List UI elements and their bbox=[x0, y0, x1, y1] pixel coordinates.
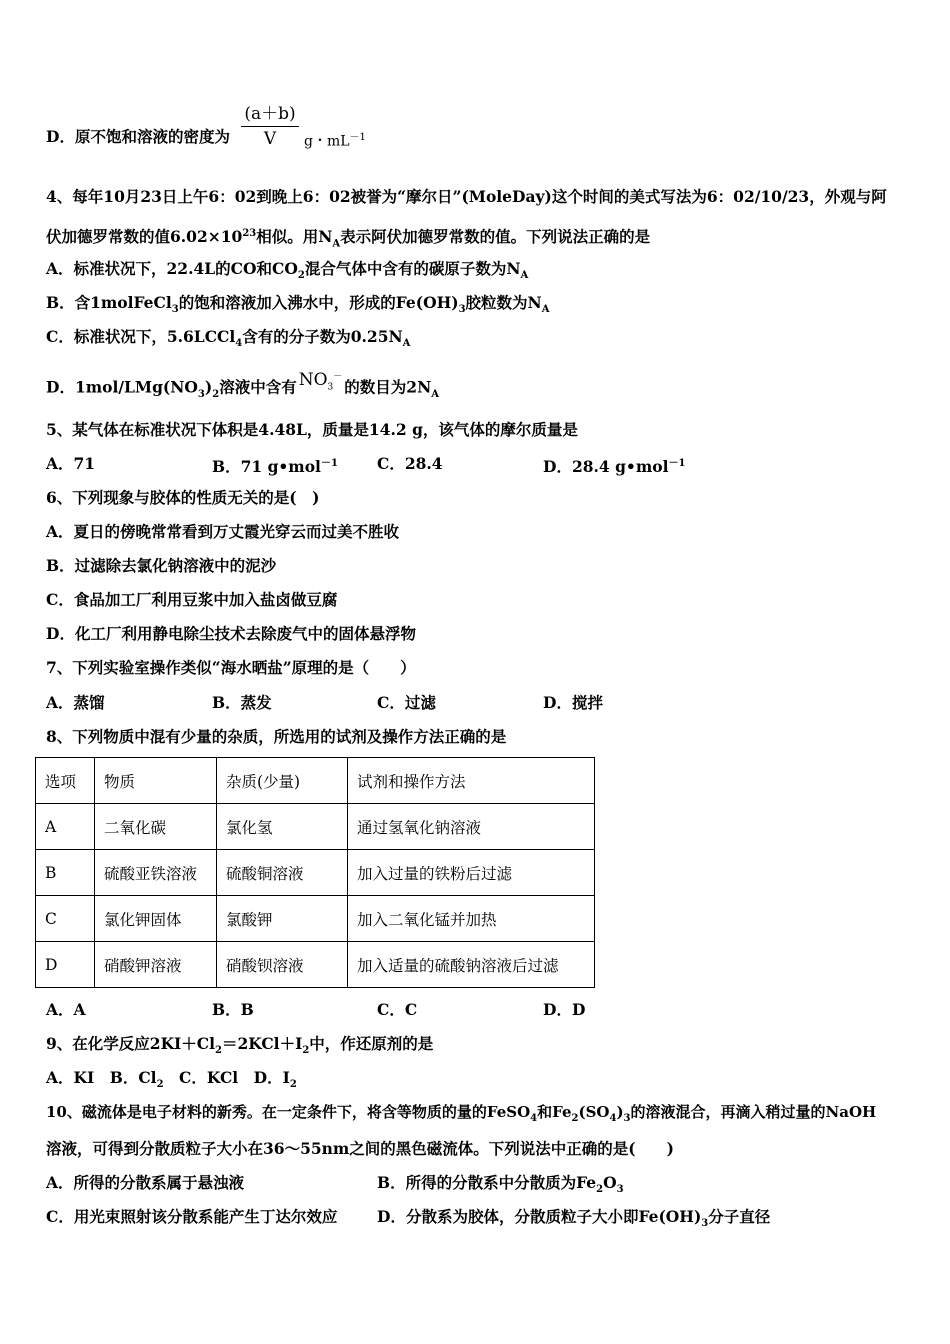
q5-option-a: A．71 bbox=[46, 454, 96, 473]
q10-stem-line1: 10、磁流体是电子材料的新秀。在一定条件下，将含等物质的量的FeSO$_4$和$Fe_2(SO_4)_3$的溶液混合，再滴入稍过量的NaOH bbox=[46, 1103, 877, 1124]
table-cell: B bbox=[36, 850, 95, 896]
table-cell: 硫酸铜溶液 bbox=[217, 850, 348, 896]
table-cell: 氯化钾固体 bbox=[95, 896, 217, 942]
table-row bbox=[36, 850, 595, 896]
q4-stem-line1: 4、每年10月23日上午6：02到晚上6：02被誉为“摩尔日”(MoleDay)这个时间的美式写法为6：02/10/23，外观与阿 bbox=[46, 187, 887, 206]
table-cell: 硫酸亚铁溶液 bbox=[95, 850, 217, 896]
q4-option-b: B．含1molFeCl$_3$的饱和溶液加入沸水中，形成的$Fe(OH)_3$胶粒数为$N_A$ bbox=[46, 293, 550, 316]
table-cell: 氯酸钾 bbox=[217, 896, 348, 942]
table-cell: 硝酸钡溶液 bbox=[217, 942, 348, 988]
q8-option-d: D．D bbox=[543, 1000, 586, 1019]
q7-option-d: D．搅拌 bbox=[543, 693, 603, 712]
table-cell: 加入过量的铁粉后过滤 bbox=[348, 850, 595, 896]
table-cell: 通过氢氧化钠溶液 bbox=[348, 804, 595, 850]
table-cell: 选项 bbox=[36, 758, 95, 804]
q4-stem-line2: 伏加德罗常数的值$6.02\times 10^{23}$相似。用$N_A$表示阿伏加德罗常数的值。下列说法正确的是 bbox=[46, 227, 651, 250]
table-cell: 试剂和操作方法 bbox=[348, 758, 595, 804]
q10-option-a: A．所得的分散系属于悬浊液 bbox=[46, 1173, 245, 1192]
q6-stem: 6、下列现象与胶体的性质无关的是( ) bbox=[46, 488, 320, 507]
table-cell: 二氧化碳 bbox=[95, 804, 217, 850]
table-cell: 加入二氧化锰并加热 bbox=[348, 896, 595, 942]
q8-options-table bbox=[35, 757, 595, 988]
q5-option-d: D．28.4 g•mol$^{-1}$ bbox=[543, 457, 686, 477]
table-cell: C bbox=[36, 896, 95, 942]
q6-option-c: C．食品加工厂利用豆浆中加入盐卤做豆腐 bbox=[46, 590, 338, 609]
table-cell: D bbox=[36, 942, 95, 988]
q8-option-a: A．A bbox=[46, 1000, 86, 1019]
table-cell: A bbox=[36, 804, 95, 850]
table-row bbox=[36, 896, 595, 942]
q10-option-b: B．所得的分散系中分散质为$Fe_2O_3$ bbox=[377, 1173, 624, 1196]
q6-option-b: B．过滤除去氯化钠溶液中的泥沙 bbox=[46, 556, 277, 575]
q6-option-a: A．夏日的傍晚常常看到万丈霞光穿云而过美不胜收 bbox=[46, 522, 400, 541]
q10-option-c: C．用光束照射该分散系能产生丁达尔效应 bbox=[46, 1207, 338, 1226]
q7-option-c: C．过滤 bbox=[377, 693, 436, 712]
q5-stem: 5、某气体在标准状况下体积是4.48L，质量是14.2 g，该气体的摩尔质量是 bbox=[46, 420, 578, 439]
table-cell: 氯化氢 bbox=[217, 804, 348, 850]
q4-option-a: A．标准状况下，22.4L的CO和$CO_2$混合气体中含有的碳原子数为$N_A$ bbox=[46, 259, 529, 282]
q8-option-c: C．C bbox=[377, 1000, 418, 1019]
fraction-denominator: V bbox=[263, 129, 277, 149]
q4-option-c: C．标准状况下，5.6LCCl$_4$含有的分子数为$0.25N_A$ bbox=[46, 327, 411, 350]
q6-option-d: D．化工厂利用静电除尘技术去除废气中的固体悬浮物 bbox=[46, 624, 416, 643]
q7-option-b: B．蒸发 bbox=[212, 693, 272, 712]
table-cell: 硝酸钾溶液 bbox=[95, 942, 217, 988]
fraction-bar bbox=[241, 126, 299, 127]
q5-option-b: B．71 g•mol$^{-1}$ bbox=[212, 457, 338, 477]
table-cell: 物质 bbox=[95, 758, 217, 804]
fraction-numerator: (a＋b) bbox=[244, 104, 296, 124]
q5-option-c: C．28.4 bbox=[377, 454, 443, 473]
q3-unit: g・$mL^{-1}$ bbox=[304, 132, 366, 150]
q10-stem-line2: 溶液，可得到分散质粒子大小在36～55nm之间的黑色磁流体。下列说法中正确的是( ) bbox=[46, 1139, 674, 1158]
q9-stem: 9、在化学反应$2KI+Cl_2=2KCl+I_2$中，作还原剂的是 bbox=[46, 1034, 434, 1057]
table-header-row bbox=[36, 758, 595, 804]
q3-option-d: D．原不饱和溶液的密度为 bbox=[46, 127, 230, 146]
q10-option-d: D．分散系为胶体，分散质粒子大小即$Fe(OH)_3$分子直径 bbox=[377, 1207, 771, 1230]
q7-option-a: A．蒸馏 bbox=[46, 693, 105, 712]
q8-option-b: B．B bbox=[212, 1000, 254, 1019]
q8-stem: 8、下列物质中混有少量的杂质，所选用的试剂及操作方法正确的是 bbox=[46, 727, 507, 746]
table-cell: 杂质(少量) bbox=[217, 758, 348, 804]
q7-stem: 7、下列实验室操作类似“海水晒盐”原理的是（ ） bbox=[46, 658, 416, 677]
nitrate-ion: $NO_3^-$ bbox=[298, 369, 343, 393]
table-row bbox=[36, 942, 595, 988]
table-cell: 加入适量的硫酸钠溶液后过滤 bbox=[348, 942, 595, 988]
q9-options: A．KI B．$Cl_2$ C．KCl D．$I_2$ bbox=[46, 1068, 297, 1091]
table-row bbox=[36, 804, 595, 850]
q4-option-d: D．$1mol/LMg(NO_3)_2$溶液中含有 $NO_3^-$的数目为$2N_A$ bbox=[46, 369, 440, 400]
q3-density-fraction bbox=[241, 99, 299, 149]
